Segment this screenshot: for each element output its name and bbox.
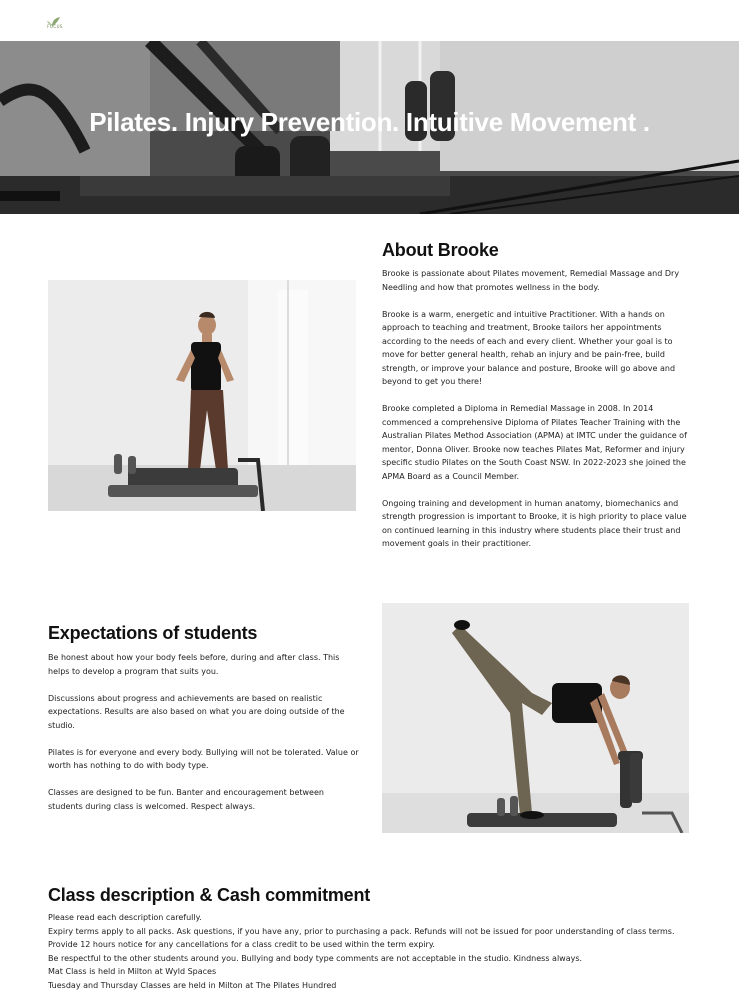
- class-description-line: Be respectful to the other students around you. Bullying and body type comments are not acceptable in the studio. Kindness always.: [48, 953, 583, 963]
- class-description-line: Provide 12 hours notice for any cancellations for a class credit to be used within the term expiry.: [48, 940, 435, 949]
- site-header: [0, 0, 739, 41]
- expectations-paragraph: Discussions about progress and achievements are based on realistic expectations. Results are also based on what you are doing outside of the studio.: [48, 693, 345, 730]
- hero-banner: [0, 41, 739, 214]
- expectations-paragraph: Be honest about how your body feels before, during and after class. This helps to develop a program that suits you.: [48, 653, 340, 676]
- reformer-standing-image: [48, 280, 356, 511]
- class-description-heading: Class description & Cash commitment: [48, 885, 371, 905]
- hero-title: Pilates. Injury Prevention. Intuitive Movement .: [89, 107, 650, 137]
- class-description-line: Mat Class is held in Milton at Wyld Spaces: [48, 967, 217, 976]
- expectations-heading: Expectations of students: [48, 623, 258, 643]
- logo-text: FOCUS: [47, 24, 63, 29]
- about-text: [382, 267, 692, 564]
- about-paragraph: Brooke completed a Diploma in Remedial Massage in 2008. In 2014 commenced a comprehensive Diploma of Pilates Teacher Training with the Australian Pilates Method Association (APMA) at IMTC under the guidance of mentor, Donna Oliver. Brooke now teaches Pilates Mat, Reformer and injury specific studio Pilates on the South Coast NSW. In 2022-2023 she joined the APMA Board as a Council Member.: [382, 404, 687, 481]
- expectations-paragraph: Classes are designed to be fun. Banter and encouragement between students during class is welcomed. Respect always.: [48, 788, 324, 811]
- class-description-line: Tuesday and Thursday Classes are held in Milton at The Pilates Hundred: [48, 980, 337, 990]
- class-description-text: [48, 911, 708, 992]
- class-description-line: Expiry terms apply to all packs. Ask questions, if you have any, prior to purchasing a pack. Refunds will not be issued for poor understanding of class terms.: [48, 926, 675, 936]
- reformer-leg-lift-image: [382, 603, 689, 833]
- expectations-text: [48, 651, 360, 827]
- about-paragraph: Brooke is passionate about Pilates movement, Remedial Massage and Dry Needling and how that promotes wellness in the body.: [382, 269, 680, 292]
- expectations-paragraph: Pilates is for everyone and every body. Bullying will not be tolerated. Value or worth has nothing to do with body type.: [48, 747, 359, 770]
- brooke-standing-photo: [48, 280, 356, 511]
- about-paragraph: Brooke is a warm, energetic and intuitive Practitioner. With a hands on approach to teaching and treatment, Brooke tailors her appointments according to the needs of each and every client. Whether your goal is to move for better general health, rehab an injury and be pain-free, build strength, or improve your balance and posture, Brooke will go above and beyond to get you there!: [382, 309, 676, 386]
- brooke-arabesque-photo: [382, 603, 689, 833]
- class-description-line: Please read each description carefully.: [48, 913, 202, 922]
- site-logo[interactable]: [44, 12, 66, 32]
- about-heading: About Brooke: [382, 240, 499, 260]
- about-paragraph: Ongoing training and development in human anatomy, biomechanics and strength progression is important to Brooke, it is high priority to place value on continued learning in this industry where students place their trust and movement goals in their practitioner.: [382, 498, 687, 548]
